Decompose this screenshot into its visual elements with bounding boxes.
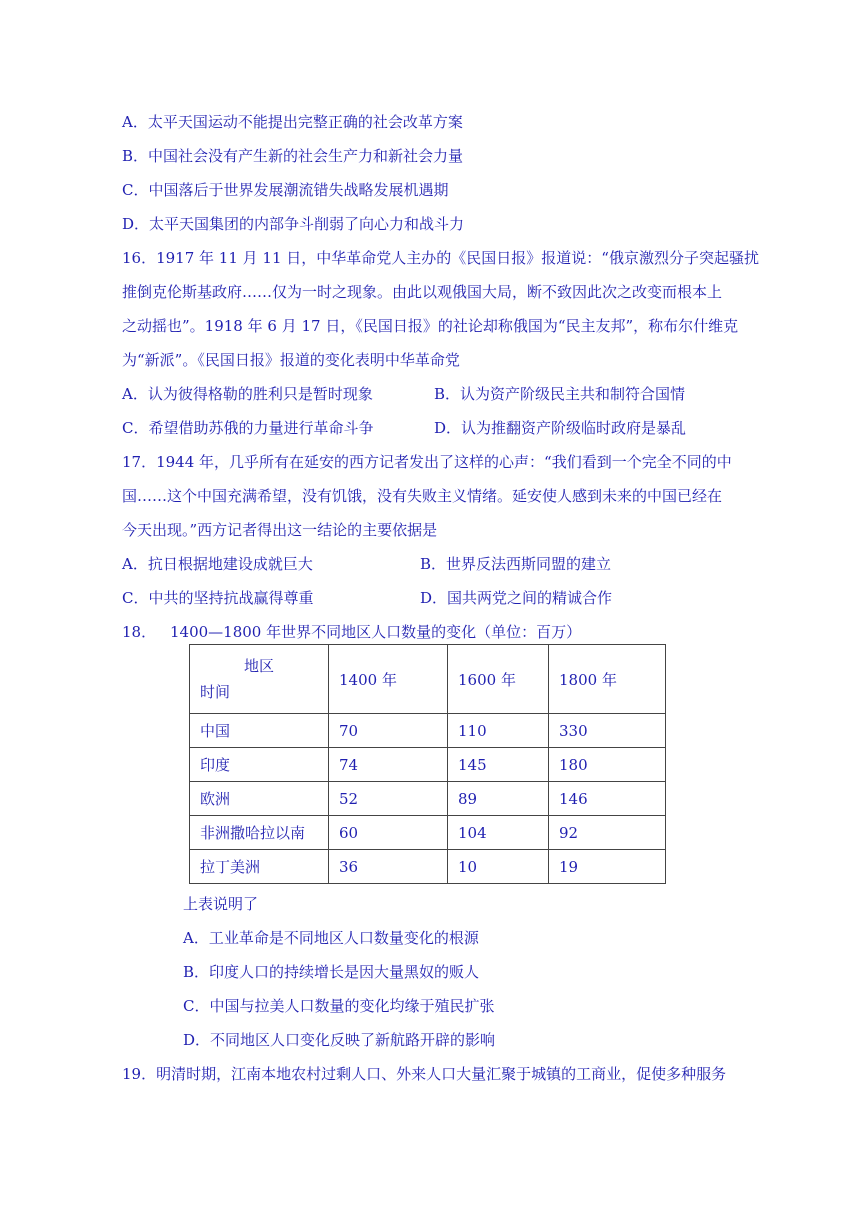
table-cell: 180 — [549, 748, 666, 782]
q18-title: 1400—1800 年世界不同地区人口数量的变化（单位：百万） — [170, 623, 582, 641]
q16-stem-line-2: 推倒克伦斯基政府……仅为一时之现象。由此以观俄国大局，断不致因此次之改变而根本上 — [122, 283, 723, 301]
table-row — [190, 714, 666, 748]
q18-option-a: A．工业革命是不同地区人口数量变化的根源 — [183, 929, 479, 947]
table-cell: 92 — [549, 816, 666, 850]
q18-option-d: D．不同地区人口变化反映了新航路开辟的影响 — [183, 1031, 496, 1049]
table-cell: 330 — [549, 714, 666, 748]
q16-stem-line-1: 16．1917 年 11 月 11 日，中华革命党人主办的《民国日报》报道说：“俄京激烈分子突起骚扰 — [122, 249, 759, 267]
table-cell: 104 — [448, 816, 549, 850]
q18-number: 18． — [122, 623, 157, 641]
row-region: 非洲撒哈拉以南 — [190, 816, 329, 850]
table-cell: 10 — [448, 850, 549, 884]
q16-stem-line-3: 之动摇也”。1918 年 6 月 17 日，《民国日报》的社论却称俄国为“民主友邦”，称布尔什维克 — [122, 317, 739, 335]
q16-stem-line-4: 为“新派”。《民国日报》报道的变化表明中华革命党 — [122, 351, 460, 369]
table-corner-cell — [190, 645, 329, 714]
q15-option-a: A．太平天国运动不能提出完整正确的社会改革方案 — [122, 113, 463, 131]
q17-stem-line-3: 今天出现。”西方记者得出这一结论的主要依据是 — [122, 521, 438, 539]
table-cell: 36 — [329, 850, 448, 884]
header-region-label: 地区 — [244, 657, 275, 675]
table-row — [190, 748, 666, 782]
q16-option-c: C．希望借助苏俄的力量进行革命斗争 — [122, 419, 374, 437]
column-header: 1800 年 — [549, 645, 666, 714]
table-cell: 145 — [448, 748, 549, 782]
q17-stem-line-2: 国……这个中国充满希望，没有饥饿，没有失败主义情绪。延安使人感到未来的中国已经在 — [122, 487, 723, 505]
q17-option-a: A．抗日根据地建设成就巨大 — [122, 555, 313, 573]
q18-stem-after: 上表说明了 — [183, 895, 259, 913]
q17-option-c: C．中共的坚持抗战赢得尊重 — [122, 589, 314, 607]
table-cell: 19 — [549, 850, 666, 884]
q16-option-a: A．认为彼得格勒的胜利只是暂时现象 — [122, 385, 373, 403]
q16-option-d: D．认为推翻资产阶级临时政府是暴乱 — [434, 419, 687, 437]
table-cell: 74 — [329, 748, 448, 782]
table-cell: 146 — [549, 782, 666, 816]
table-cell: 89 — [448, 782, 549, 816]
row-region: 欧洲 — [190, 782, 329, 816]
header-time-label: 时间 — [200, 683, 231, 701]
table-row — [190, 782, 666, 816]
column-header: 1400 年 — [329, 645, 448, 714]
table-cell: 110 — [448, 714, 549, 748]
population-table — [189, 644, 666, 884]
table-row — [190, 816, 666, 850]
q17-option-b: B．世界反法西斯同盟的建立 — [420, 555, 612, 573]
table-cell: 60 — [329, 816, 448, 850]
table-row — [190, 850, 666, 884]
table-header-row — [190, 645, 666, 714]
row-region: 拉丁美洲 — [190, 850, 329, 884]
q18-option-c: C．中国与拉美人口数量的变化均缘于殖民扩张 — [183, 997, 495, 1015]
row-region: 印度 — [190, 748, 329, 782]
q16-option-b: B．认为资产阶级民主共和制符合国情 — [434, 385, 686, 403]
q15-option-c: C．中国落后于世界发展潮流错失战略发展机遇期 — [122, 181, 449, 199]
q19-stem-line-1: 19．明清时期，江南本地农村过剩人口、外来人口大量汇聚于城镇的工商业，促使多种服务 — [122, 1065, 727, 1083]
q15-option-b: B．中国社会没有产生新的社会生产力和新社会力量 — [122, 147, 464, 165]
table-cell: 70 — [329, 714, 448, 748]
q18-option-b: B．印度人口的持续增长是因大量黑奴的贩人 — [183, 963, 480, 981]
q15-option-d: D．太平天国集团的内部争斗削弱了向心力和战斗力 — [122, 215, 465, 233]
row-region: 中国 — [190, 714, 329, 748]
column-header: 1600 年 — [448, 645, 549, 714]
q17-stem-line-1: 17．1944 年，几乎所有在延安的西方记者发出了这样的心声：“我们看到一个完全不同的中 — [122, 453, 732, 471]
q17-option-d: D．国共两党之间的精诚合作 — [420, 589, 613, 607]
table-cell: 52 — [329, 782, 448, 816]
